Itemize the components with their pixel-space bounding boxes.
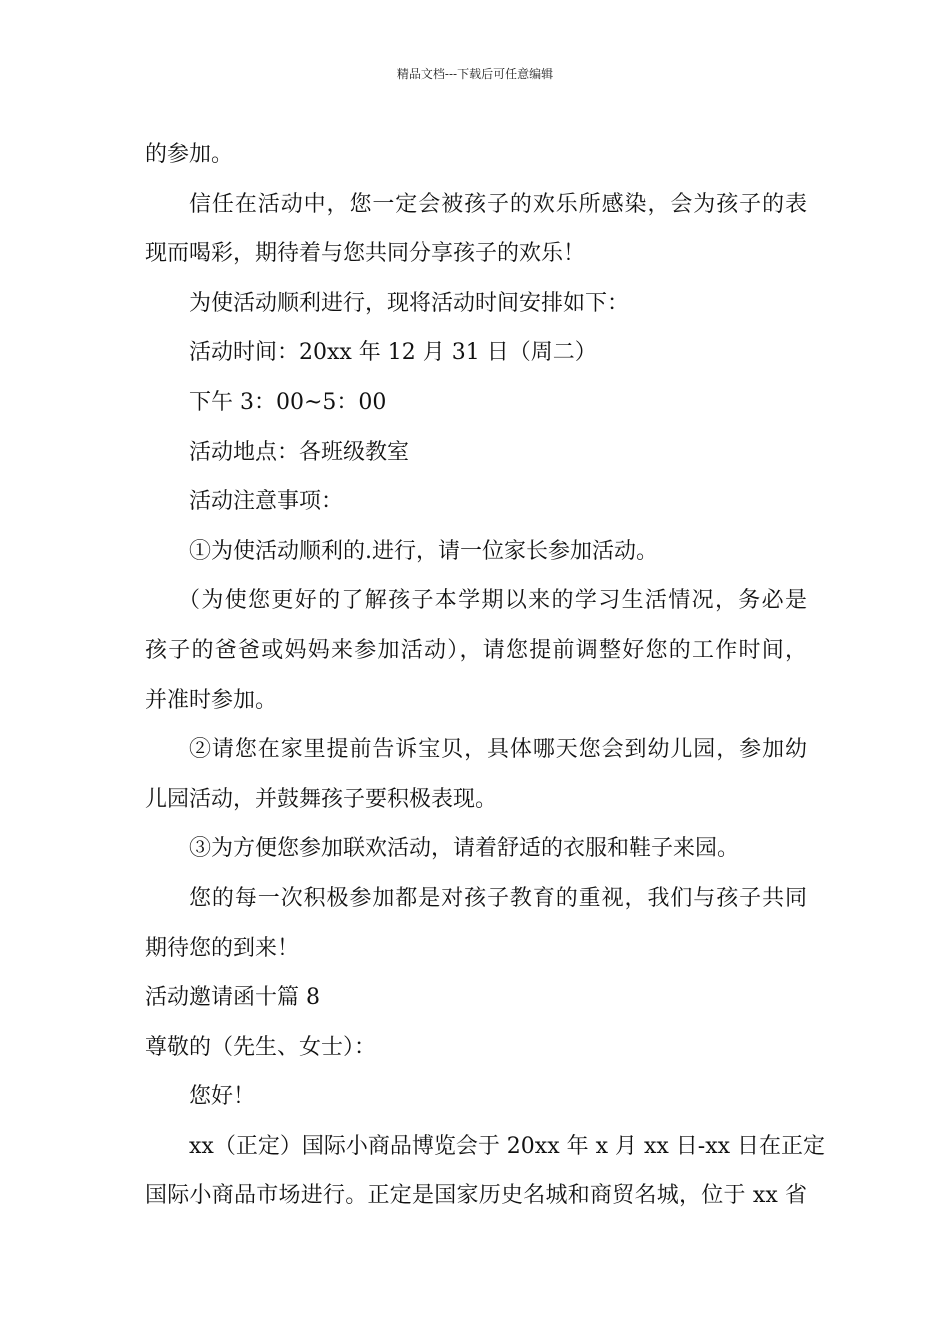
paragraph-line: 活动地点：各班级教室 [189, 439, 410, 465]
paragraph-line: 为使活动顺利进行，现将活动时间安排如下： [189, 290, 630, 316]
paragraph-line: 活动注意事项： [189, 489, 344, 515]
paragraph-line: 现而喝彩，期待着与您共同分享孩子的欢乐！ [145, 241, 586, 267]
paragraph-line: 您的每一次积极参加都是对孩子教育的重视，我们与孩子共同 [189, 885, 807, 911]
paragraph-line: ③为方便您参加联欢活动，请着舒适的衣服和鞋子来园。 [189, 836, 740, 862]
paragraph-line: ①为使活动顺利的.进行，请一位家长参加活动。 [189, 538, 658, 564]
salutation: 尊敬的（先生、女士）： [145, 1034, 377, 1060]
paragraph-line: 下午 3：00~5：00 [189, 389, 387, 415]
greeting: 您好！ [189, 1084, 256, 1110]
paragraph-line: xx（正定）国际小商品博览会于 20xx 年 x 月 xx 日-xx 日在正定 [189, 1133, 826, 1159]
paragraph-line: 活动时间：20xx 年 12 月 31 日（周二） [189, 340, 597, 366]
paragraph-line: 国际小商品市场进行。正定是国家历史名城和商贸名城，位于 xx 省 [145, 1183, 807, 1209]
document-body [145, 130, 826, 1221]
paragraph-line: 儿园活动，并鼓舞孩子要积极表现。 [145, 786, 498, 812]
paragraph-line: ②请您在家里提前告诉宝贝，具体哪天您会到幼儿园，参加幼 [189, 737, 807, 763]
paragraph-line: 期待您的到来！ [145, 935, 300, 961]
paragraph-line: 孩子的爸爸或妈妈来参加活动），请您提前调整好您的工作时间， [145, 637, 807, 663]
page-header: 精品文档---下载后可任意编辑 [396, 67, 554, 81]
section-heading: 活动邀请函十篇 8 [145, 985, 320, 1011]
paragraph-line: （为使您更好的了解孩子本学期以来的学习生活情况，务必是 [178, 588, 807, 614]
paragraph-line: 的参加。 [145, 142, 234, 167]
paragraph-line: 并准时参加。 [145, 687, 278, 713]
paragraph-line: 信任在活动中，您一定会被孩子的欢乐所感染，会为孩子的表 [189, 191, 807, 217]
